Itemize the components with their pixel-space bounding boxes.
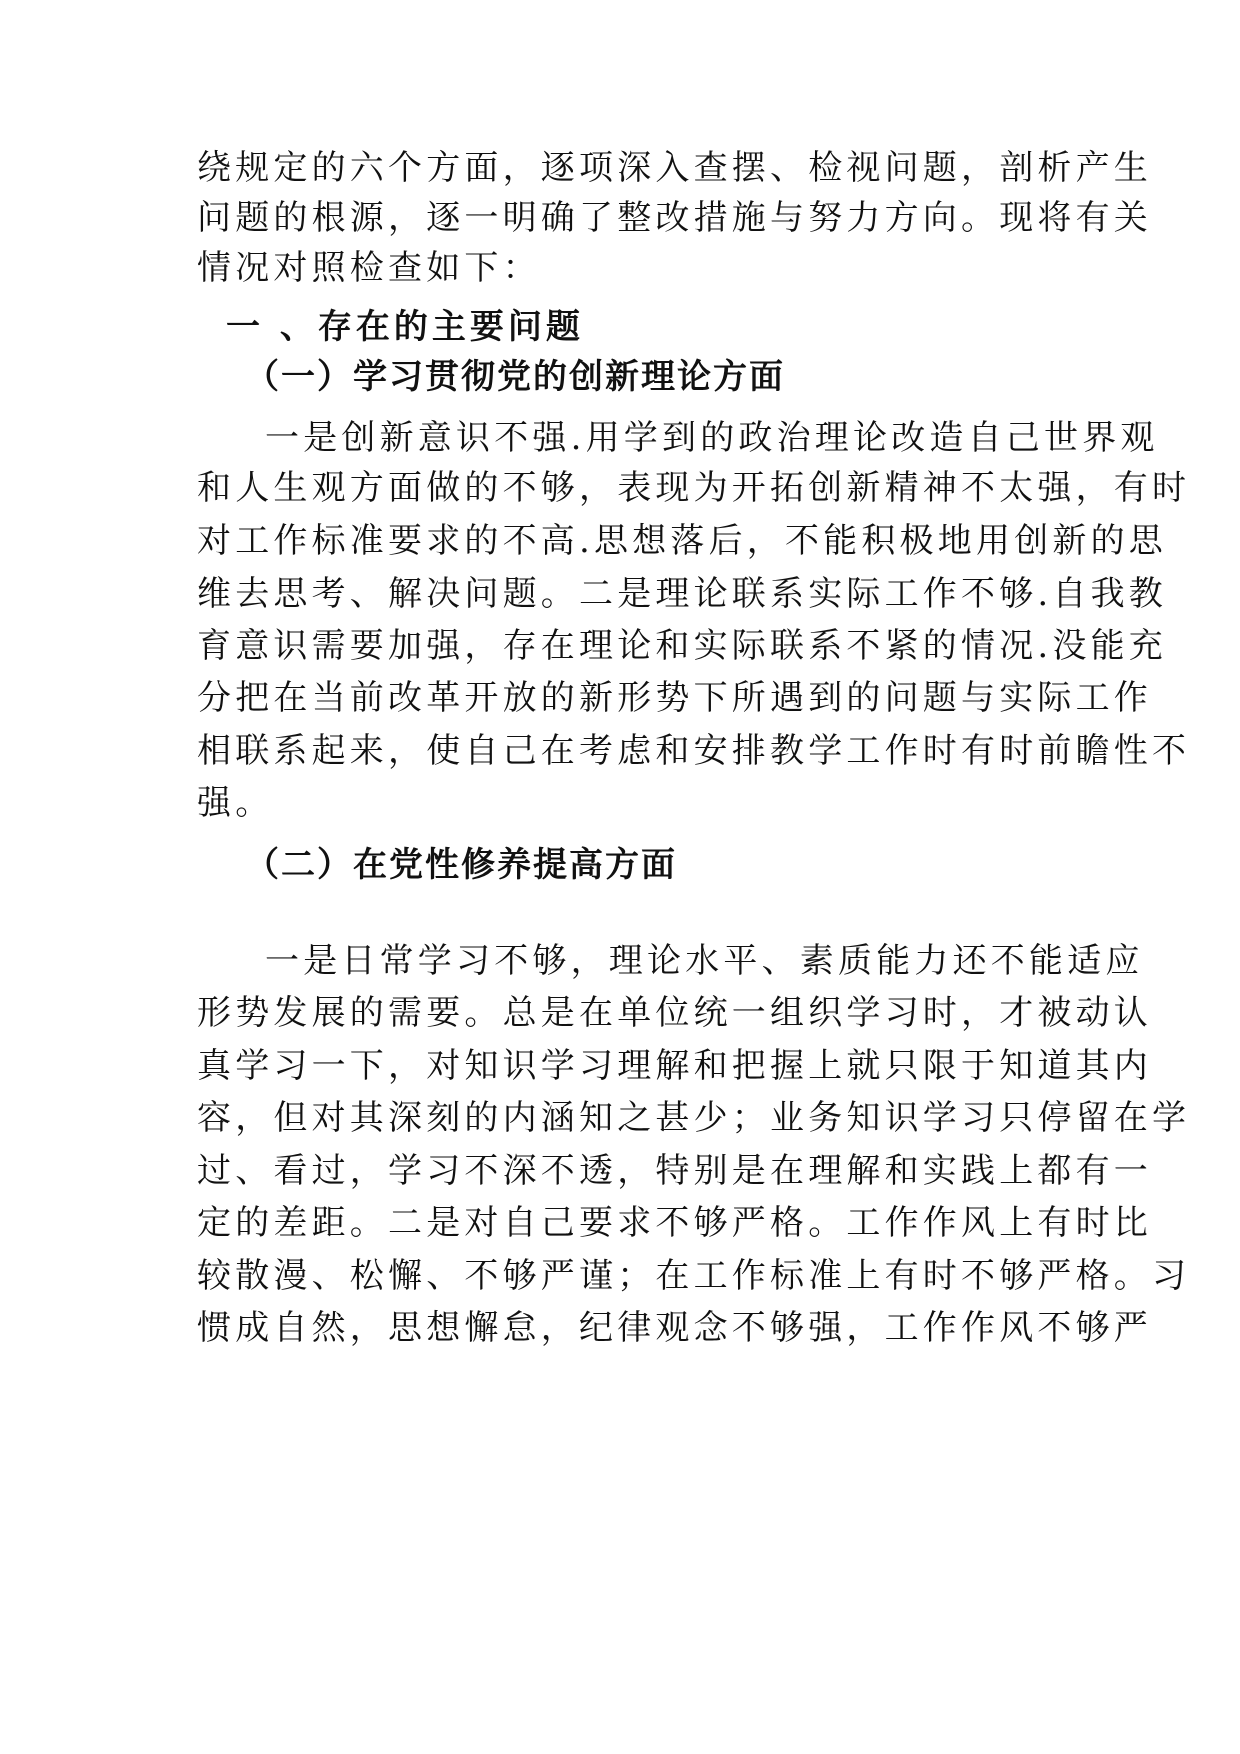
paragraph1-line-3: 对工作标准要求的不高.思想落后，不能积极地用创新的思: [197, 521, 1168, 561]
subsection-heading-party-spirit: （二）在党性修养提高方面: [245, 845, 677, 885]
paragraph2-line-2: 形势发展的需要。总是在单位统一组织学习时，才被动认: [197, 993, 1152, 1033]
section-heading-existing-problems: 一 、存在的主要问题: [226, 307, 584, 347]
intro-line-1: 绕规定的六个方面，逐项深入查摆、检视问题，剖析产生: [197, 148, 1152, 188]
paragraph1-line-1: 一是创新意识不强.用学到的政治理论改造自己世界观: [265, 418, 1159, 458]
paragraph2-line-6: 定的差距。二是对自己要求不够严格。工作作风上有时比: [197, 1203, 1152, 1243]
intro-line-3: 情况对照检查如下：: [197, 248, 541, 288]
subsection-heading-theory-study: （一）学习贯彻党的创新理论方面: [245, 357, 785, 397]
intro-line-2: 问题的根源，逐一明确了整改措施与努力方向。现将有关: [197, 198, 1152, 238]
paragraph2-line-1: 一是日常学习不够，理论水平、素质能力还不能适应: [265, 941, 1144, 981]
paragraph2-line-5: 过、看过，学习不深不透，特别是在理解和实践上都有一: [197, 1151, 1152, 1191]
paragraph2-line-4: 容，但对其深刻的内涵知之甚少；业务知识学习只停留在学: [197, 1098, 1191, 1138]
paragraph1-line-5: 育意识需要加强，存在理论和实际联系不紧的情况.没能充: [197, 626, 1168, 666]
paragraph1-line-7: 相联系起来，使自己在考虑和安排教学工作时有时前瞻性不: [197, 731, 1191, 771]
paragraph2-line-8: 惯成自然，思想懈怠，纪律观念不够强，工作作风不够严: [197, 1308, 1152, 1348]
paragraph1-line-6: 分把在当前改革开放的新形势下所遇到的问题与实际工作: [197, 678, 1152, 718]
paragraph1-line-4: 维去思考、解决问题。二是理论联系实际工作不够.自我教: [197, 574, 1168, 614]
paragraph1-line-8: 强。: [197, 783, 274, 823]
paragraph2-line-7: 较散漫、松懈、不够严谨；在工作标准上有时不够严格。习: [197, 1256, 1191, 1296]
paragraph1-line-2: 和人生观方面做的不够，表现为开拓创新精神不太强，有时: [197, 468, 1191, 508]
paragraph2-line-3: 真学习一下，对知识学习理解和把握上就只限于知道其内: [197, 1046, 1152, 1086]
